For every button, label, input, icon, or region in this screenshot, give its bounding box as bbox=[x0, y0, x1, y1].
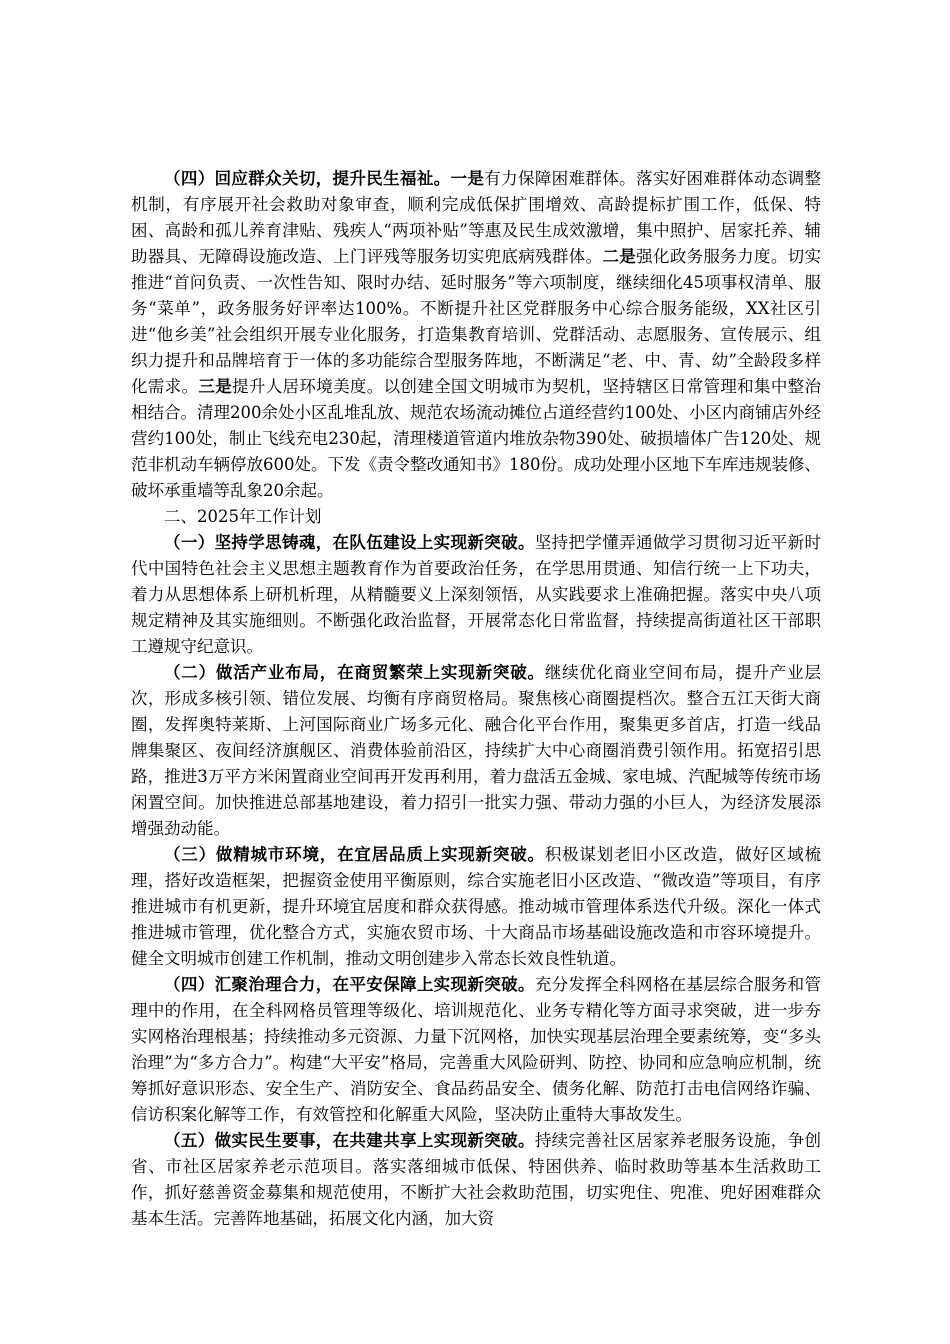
paragraph-text: 持续完善社区居家养老服务设施，争创省、市社区居家养老示范项目。落实落细城市低保、特困供养、临时救助等基本生活救助工作，抓好慈善资金募集和规范使用，不断扩大社会救助范围，切实兜住、兜准、兜好困难群众基本生活。完善阵地基础，拓展文化内涵，加大资 bbox=[131, 1131, 822, 1228]
plan-heading-5: （五）做实民生要事，在共建共享上实现新突破。 bbox=[164, 1131, 535, 1150]
paragraph-text: 有力保障困难群体。落实好困难群体动态调整机制，有序展开社会救助对象审查，顺利完成低保扩围增效、高龄提标扩围工作，低保、特困、高龄和孤儿养育津贴、残疾人“两项补贴”等惠及民生成效激增，集中照护、居家托养、辅助器具、无障碍设施改造、上门评残等服务切实兜底病残群体。 bbox=[131, 169, 822, 266]
section-title-2025-plan bbox=[131, 504, 821, 530]
paragraph-plan-1 bbox=[131, 530, 821, 660]
section-title-text: 二、2025年工作计划 bbox=[164, 507, 322, 526]
document-body bbox=[131, 166, 821, 1232]
paragraph-text: 坚持把学懂弄通做学习贯彻习近平新时代中国特色社会主义思想主题教育作为首要政治任务，在学思用贯通、知信行统一上下功夫，着力从思想体系上研机析理，从精髓要义上深刻领悟，从实践要求上准确把握。落实中央八项规定精神及其实施细则。不断强化政治监督，开展常态化日常监督，持续提高街道社区干部职工遵规守纪意识。 bbox=[131, 533, 822, 656]
paragraph-plan-5 bbox=[131, 1128, 821, 1232]
plan-heading-3: （三）做精城市环境，在宜居品质上实现新突破。 bbox=[164, 845, 545, 864]
plan-heading-1: （一）坚持学思铸魂，在队伍建设上实现新突破。 bbox=[164, 533, 535, 552]
paragraph-livelihood-summary bbox=[131, 166, 821, 504]
paragraph-text: 强化政务服务力度。切实推进“首问负责、一次性告知、限时办结、延时服务”等六项制度，继续细化45项事权清单、服务“菜单”，政务服务好评率达100%。不断提升社区党群服务中心综合服务能级，XX社区引进“他乡美”社会组织开展专业化服务，打造集教育培训、党群活动、志愿服务、宣传展示、组织力提升和品牌培育于一体的多功能综合型服务阵地，不断满足“老、中、青、幼”全龄段多样化需求。 bbox=[131, 247, 822, 396]
paragraph-plan-2 bbox=[131, 660, 821, 842]
point-label-1: 一是 bbox=[450, 169, 485, 188]
point-label-2: 二是 bbox=[602, 247, 637, 266]
plan-heading-2: （二）做活产业布局，在商贸繁荣上实现新突破。 bbox=[164, 663, 545, 682]
point-label-3: 三是 bbox=[198, 377, 233, 396]
paragraph-text: 提升人居环境美度。以创建全国文明城市为契机，坚持辖区日常管理和集中整治相结合。清理200余处小区乱堆乱放、规范农场流动摊位占道经营约100处、小区内商铺店外经营约100处，制止飞线充电230起，清理楼道管道内堆放杂物390处、破损墙体广告120处、规范非机动车辆停放600处。下发《责令整改通知书》180份。成功处理小区地下车库违规装修、破坏承重墙等乱象20余起。 bbox=[131, 377, 822, 500]
paragraph-plan-3 bbox=[131, 842, 821, 972]
plan-heading-4: （四）汇聚治理合力，在平安保障上实现新突破。 bbox=[164, 975, 535, 994]
paragraph-plan-4 bbox=[131, 972, 821, 1128]
section-heading-4: （四）回应群众关切，提升民生福祉。 bbox=[164, 169, 451, 188]
paragraph-text: 充分发挥全科网格在基层综合服务和管理中的作用，在全科网格员管理等级化、培训规范化、业务专精化等方面寻求突破，进一步夯实网格治理根基；持续推动多元资源、力量下沉网格，加快实现基层治理全要素统筹，变“多头治理”为“多方合力”。构建“大平安”格局，完善重大风险研判、防控、协同和应急响应机制，统筹抓好意识形态、安全生产、消防安全、食品药品安全、债务化解、防范打击电信网络诈骗、信访积案化解等工作，有效管控和化解重大风险，坚决防止重特大事故发生。 bbox=[131, 975, 822, 1124]
paragraph-text: 积极谋划老旧小区改造，做好区域梳理，搭好改造框架，把握资金使用平衡原则，综合实施老旧小区改造、“微改造”等项目，有序推进城市有机更新，提升环境宜居度和群众获得感。推动城市管理体系迭代升级。深化一体式推进城市管理，优化整合方式，实施农贸市场、十大商品市场基础设施改造和市容环境提升。健全文明城市创建工作机制，推动文明创建步入常态长效良性轨道。 bbox=[131, 845, 822, 968]
paragraph-text: 继续优化商业空间布局，提升产业层次，形成多核引领、错位发展、均衡有序商贸格局。聚焦核心商圈提档次。整合五江天街大商圈，发挥奥特莱斯、上河国际商业广场多元化、融合化平台作用，聚集更多首店，打造一线品牌集聚区、夜间经济旗舰区、消费体验前沿区，持续扩大中心商圈消费引领作用。拓宽招引思路，推进3万平方米闲置商业空间再开发再利用，着力盘活五金城、家电城、汽配城等传统市场闲置空间。加快推进总部基地建设，着力招引一批实力强、带动力强的小巨人，为经济发展添增强劲动能。 bbox=[131, 663, 822, 838]
